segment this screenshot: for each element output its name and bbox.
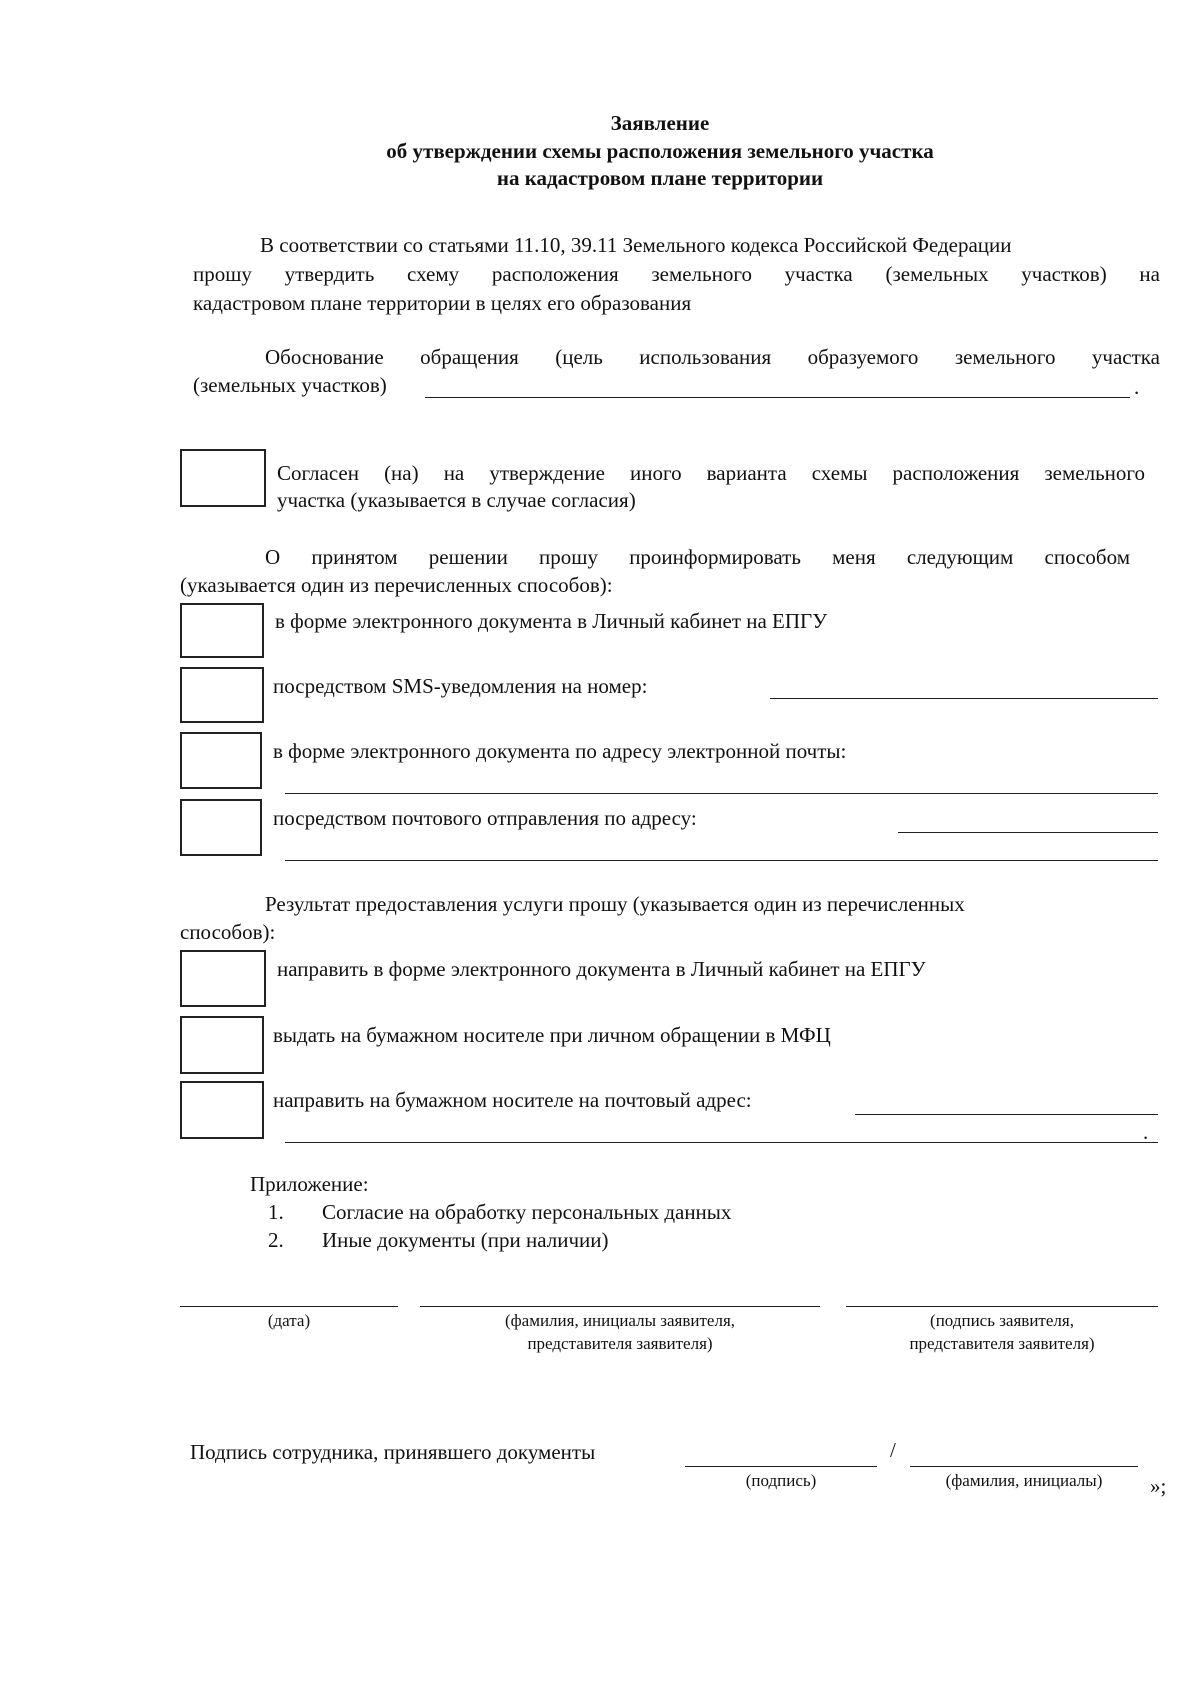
- closing-mark: »;: [1150, 1474, 1167, 1498]
- applicant-name-caption-1: (фамилия, инициалы заявителя,: [504, 1311, 736, 1330]
- result-epgu-checkbox[interactable]: [180, 950, 266, 1007]
- signature-separator: /: [890, 1438, 896, 1462]
- consent-line-2: участка (указывается в случае согласия): [277, 488, 636, 512]
- notify-epgu-checkbox[interactable]: [180, 603, 264, 658]
- notify-epgu-label: в форме электронного документа в Личный кабинет на ЕПГУ: [275, 609, 828, 633]
- intro-line-1: В соответствии со статьями 11.10, 39.11 Земельного кодекса Российской Федерации: [260, 233, 1012, 257]
- result-end-mark: .: [1143, 1120, 1149, 1144]
- notify-email-label: в форме электронного документа по адресу электронной почты:: [273, 739, 847, 763]
- attachments-heading: Приложение:: [250, 1172, 369, 1196]
- result-mfc-checkbox[interactable]: [180, 1016, 264, 1074]
- post-address-field-2[interactable]: [285, 860, 1158, 861]
- justification-end-mark: .: [1134, 375, 1140, 399]
- notify-email-checkbox[interactable]: [180, 732, 262, 789]
- date-field[interactable]: [180, 1306, 398, 1307]
- intro-line-2: прошу утвердить схему расположения земельного участка (земельных участков) на: [193, 262, 1160, 286]
- result-post-checkbox[interactable]: [180, 1081, 264, 1139]
- attachment-1-text: Согласие на обработку персональных данных: [322, 1200, 732, 1224]
- attachment-2-num: 2.: [268, 1228, 284, 1252]
- notify-sms-label: посредством SMS-уведомления на номер:: [273, 674, 648, 698]
- result-epgu-label: направить в форме электронного документа в Личный кабинет на ЕПГУ: [277, 957, 926, 981]
- document-title: Заявление: [610, 111, 710, 135]
- date-caption: (дата): [267, 1311, 311, 1330]
- notify-post-label: посредством почтового отправления по адресу:: [273, 806, 697, 830]
- notify-sms-checkbox[interactable]: [180, 667, 264, 723]
- employee-name-field[interactable]: [910, 1466, 1138, 1467]
- document-subtitle-2: на кадастровом плане территории: [496, 166, 824, 190]
- attachment-1-num: 1.: [268, 1200, 284, 1224]
- applicant-signature-field[interactable]: [846, 1306, 1158, 1307]
- result-post-address-field-1[interactable]: [855, 1114, 1158, 1115]
- consent-line-1: Согласен (на) на утверждение иного варианта схемы расположения земельного: [277, 461, 1145, 485]
- intro-line-3: кадастровом плане территории в целях его образования: [193, 291, 692, 315]
- result-line-1: Результат предоставления услуги прошу (указывается один из перечисленных: [265, 892, 965, 916]
- employee-signature-label: Подпись сотрудника, принявшего документы: [190, 1440, 596, 1464]
- notify-line-2: (указывается один из перечисленных способов):: [180, 573, 613, 597]
- employee-signature-field[interactable]: [685, 1466, 877, 1467]
- consent-checkbox[interactable]: [180, 449, 266, 507]
- notify-line-1: О принятом решении прошу проинформировать меня следующим способом: [265, 545, 1130, 569]
- result-post-address-field-2[interactable]: [285, 1142, 1158, 1143]
- attachment-2-text: Иные документы (при наличии): [322, 1228, 609, 1252]
- result-mfc-label: выдать на бумажном носителе при личном обращении в МФЦ: [273, 1023, 831, 1047]
- employee-name-caption: (фамилия, инициалы): [945, 1471, 1103, 1490]
- sms-number-field[interactable]: [770, 698, 1158, 699]
- applicant-signature-caption-2: представителя заявителя): [909, 1334, 1095, 1353]
- document-subtitle-1: об утверждении схемы расположения земельного участка: [386, 139, 934, 163]
- post-address-field-1[interactable]: [898, 832, 1158, 833]
- notify-post-checkbox[interactable]: [180, 799, 262, 856]
- justification-field[interactable]: [425, 397, 1130, 398]
- email-address-field[interactable]: [285, 793, 1158, 794]
- justification-line-1: Обоснование обращения (цель использования образуемого земельного участка: [265, 345, 1160, 369]
- result-post-label: направить на бумажном носителе на почтовый адрес:: [273, 1088, 752, 1112]
- result-line-2: способов):: [180, 920, 276, 944]
- justification-label: (земельных участков): [193, 373, 387, 397]
- applicant-name-field[interactable]: [420, 1306, 820, 1307]
- applicant-name-caption-2: представителя заявителя): [527, 1334, 713, 1353]
- employee-signature-caption: (подпись): [745, 1471, 817, 1490]
- applicant-signature-caption-1: (подпись заявителя,: [930, 1311, 1074, 1330]
